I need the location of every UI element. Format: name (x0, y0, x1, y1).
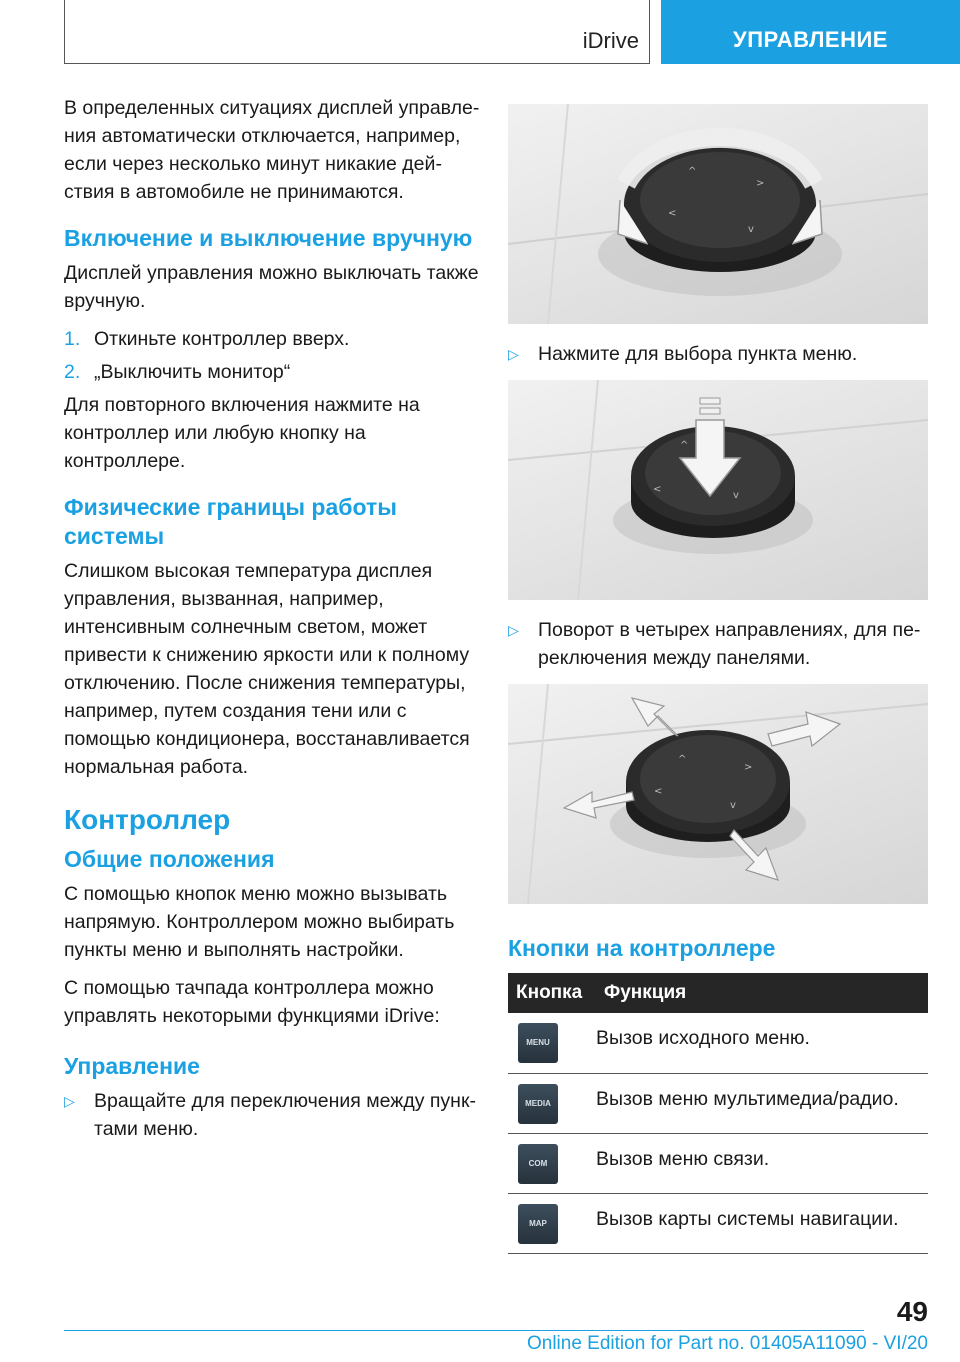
controller-rotate-illustration (508, 104, 928, 324)
triangle-bullet-icon: ▷ (508, 346, 519, 362)
header-chapter: УПРАВЛЕНИЕ (661, 0, 960, 64)
svg-text:v: v (730, 800, 736, 811)
button-cell (508, 1133, 596, 1193)
buttons-table (508, 973, 928, 1254)
header-box (64, 0, 650, 64)
limits-heading: Физические границы работы системы (64, 494, 397, 549)
svg-text:v: v (748, 224, 754, 235)
manual-paragraph: Дисплей управления можно выключать также вручную. (64, 262, 479, 312)
function-cell: Вызов карты системы навигации. (596, 1193, 928, 1253)
step-number: 1. (64, 328, 81, 350)
controller-press-image (508, 380, 928, 600)
buttons-heading: Кнопки на контроллере (508, 935, 776, 961)
step-text: „Выключить монитор“ (94, 361, 291, 383)
svg-text:<: < (668, 208, 677, 219)
controller-tilt-illustration (508, 684, 928, 904)
manual-heading: Включение и выключение вручную (64, 225, 473, 251)
column-header-function: Функция (596, 973, 928, 1013)
media-button-icon: MEDIA (518, 1084, 558, 1124)
step-number: 2. (64, 361, 81, 383)
step-2 (64, 358, 480, 386)
svg-text:>: > (756, 178, 765, 189)
svg-text:<: < (653, 484, 662, 495)
table-row (508, 1013, 928, 1073)
restart-paragraph: Для повторного включения нажмите на контроллер или любую кнопку на контроллере. (64, 394, 420, 472)
table-header-row (508, 973, 928, 1013)
controller-heading: Контроллер (64, 804, 231, 835)
svg-text:^: ^ (688, 166, 697, 177)
svg-text:<: < (654, 786, 663, 797)
com-button-icon: COM (518, 1144, 558, 1184)
function-cell: Вызов исходного меню. (596, 1013, 928, 1073)
button-cell (508, 1013, 596, 1073)
general-heading: Общие положения (64, 846, 275, 872)
button-cell (508, 1193, 596, 1253)
general-paragraph-1: С помощью кнопок меню можно вызывать напрямую. Контроллером можно выбирать пункты меню и выполнять настройки. (64, 883, 455, 961)
control-heading: Управление (64, 1053, 200, 1079)
footer-edition: Online Edition for Part no. 01405A11090 - VI/20 (526, 1333, 928, 1354)
controller-press-illustration (508, 380, 928, 600)
svg-text:v: v (733, 490, 739, 501)
triangle-bullet-icon: ▷ (508, 622, 519, 638)
footer-divider (64, 1330, 864, 1331)
controller-tilt-image (508, 684, 928, 904)
press-bullet-text: Нажмите для выбора пункта меню. (538, 343, 858, 365)
triangle-bullet-icon: ▷ (64, 1093, 75, 1109)
map-button-icon: MAP (518, 1204, 558, 1244)
table-row (508, 1073, 928, 1133)
table-row (508, 1133, 928, 1193)
left-column (64, 94, 480, 1149)
column-header-button: Кнопка (508, 973, 596, 1013)
svg-text:^: ^ (680, 440, 689, 451)
right-column (508, 104, 928, 1254)
tilt-bullet (508, 616, 928, 672)
tilt-bullet-text: Поворот в четырех направлениях, для переключения между панелями. (538, 619, 921, 669)
rotate-bullet (64, 1087, 480, 1143)
rotate-bullet-text: Вращайте для переключения между пунктами меню. (94, 1090, 476, 1140)
svg-text:>: > (744, 762, 753, 773)
function-cell: Вызов меню мультимедиа/радио. (596, 1073, 928, 1133)
general-paragraph-2: С помощью тачпада контроллера можно управлять некоторыми функциями iDrive: (64, 977, 440, 1027)
intro-paragraph: В определенных ситуациях дисплей управления автоматически отключается, например, если через несколько минут никакие действия в автомобиле не принимаются. (64, 97, 480, 203)
press-bullet (508, 340, 928, 368)
table-row (508, 1193, 928, 1253)
header-section: iDrive (582, 28, 639, 53)
page-number: 49 (896, 1296, 928, 1327)
function-cell: Вызов меню связи. (596, 1133, 928, 1193)
step-1 (64, 325, 480, 353)
menu-button-icon: MENU (518, 1023, 558, 1063)
button-cell (508, 1073, 596, 1133)
step-text: Откиньте контроллер вверх. (94, 328, 350, 350)
svg-text:^: ^ (678, 754, 687, 765)
limits-paragraph: Слишком высокая температура дисплея управления, вызванная, например, интенсивным солнечным светом, может привести к снижению яркости или к полному отключению. После снижения температуры, например, путем создания тени или с помощью кондиционера, восстанавливается нормальная работа. (64, 560, 470, 778)
controller-rotate-image (508, 104, 928, 324)
